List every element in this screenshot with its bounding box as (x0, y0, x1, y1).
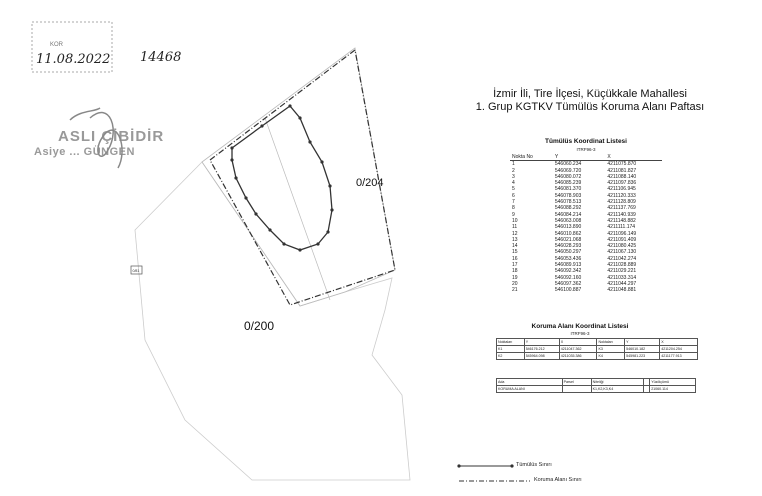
table-header-cell: X (660, 339, 698, 346)
table-cell: 546088.292 (554, 205, 582, 212)
table-cell: 1 (512, 161, 515, 168)
parcel-204-label: 0/204 (356, 177, 384, 189)
table-cell: 4211033.314 (607, 274, 637, 281)
table-cell: 546013.890 (554, 224, 582, 231)
tumulus-points (230, 104, 333, 251)
table-header-cell: Noktaları (597, 339, 625, 346)
table-cell: 20 (512, 280, 518, 287)
table-header-cell: Noktaları (497, 339, 525, 346)
table-cell: 546081.370 (554, 186, 582, 193)
table-cell: 546080.072 (554, 173, 582, 180)
table-header-cell: X (559, 339, 597, 346)
stamp-date: 11.08.2022 (36, 52, 111, 67)
table-cell: 546028.293 (554, 243, 582, 250)
table-cell: 4211048.881 (607, 287, 637, 294)
table-header-cell: Yüzölçümü (650, 379, 696, 386)
signature-subname: Asiye ... GÜNGEN (34, 146, 135, 158)
table-cell (562, 386, 591, 393)
table-cell: K3 (597, 346, 625, 353)
table-cell: 4 (512, 180, 515, 187)
table-cell: 546097.362 (554, 280, 582, 287)
table-cell: 4211044.297 (607, 280, 637, 287)
table-cell: 546078.513 (554, 199, 582, 206)
table-cell: 4211047.362 (559, 346, 597, 353)
small-parcel-label: 0/81 (132, 269, 140, 273)
table-header-cell (643, 379, 650, 386)
table-cell: 21060.114 (650, 386, 696, 393)
table-cell: 2 (512, 167, 515, 174)
table-cell: 546092.160 (554, 274, 582, 281)
table-cell: 4211111.174 (607, 224, 636, 231)
table-cell: 546021.068 (554, 236, 582, 243)
summary-table (496, 378, 696, 393)
title-line-2: 1. Grup KGTKV Tümülüs Koruma Alanı Paftası (475, 101, 705, 113)
table-cell: 4211137.769 (607, 205, 636, 212)
table-cell: 6 (512, 192, 515, 199)
table-cell: 546010.862 (554, 230, 582, 237)
stamp-small-label: KOR (50, 42, 64, 48)
table-cell (643, 386, 650, 393)
signature-name: ASLI ÇİBİDİR (58, 128, 165, 145)
table-cell: 4211028.889 (607, 262, 637, 269)
table-cell: 14 (512, 243, 518, 250)
table-cell: 11 (512, 224, 518, 231)
parcel-200-label: 0/200 (244, 319, 275, 333)
table-cell: 4211204.254 (660, 346, 698, 353)
table-row (510, 287, 662, 293)
table-cell: 4211029.221 (607, 268, 637, 275)
table-cell: 4211128.809 (607, 199, 636, 206)
table-cell: 546078.903 (554, 192, 582, 199)
table-cell: 4211075.870 (607, 161, 637, 168)
stamp-frame (32, 22, 112, 72)
table-header-cell: Nokta No (510, 154, 553, 161)
tumulus-table-subcaption: ITRF96-3 (576, 147, 596, 152)
table-cell: 5 (512, 186, 515, 193)
table-header-cell: Ada (497, 379, 563, 386)
legend-tumulus-label: Tümülüs Sınırı (516, 462, 552, 468)
table-cell: 4211140.939 (607, 211, 636, 218)
table-cell: 546060.234 (554, 161, 582, 168)
koruma-table-caption: Koruma Alanı Koordinat Listesi (531, 323, 629, 330)
table-cell: 546092.342 (554, 268, 582, 275)
table-cell: K4 (597, 353, 625, 360)
table-cell: 15 (512, 249, 518, 256)
table-cell: 546089.913 (554, 262, 582, 269)
table-cell: 21 (512, 287, 518, 294)
table-cell: 4211081.827 (607, 167, 637, 174)
table-cell: 546053.436 (554, 255, 582, 262)
table-cell: 546100.887 (554, 287, 582, 294)
table-cell: KORUMA ALANI (497, 386, 563, 393)
table-cell: 19 (512, 274, 518, 281)
table-cell: 3 (512, 173, 515, 180)
table-header-cell: Y (524, 339, 559, 346)
table-cell: 4211177.913 (660, 353, 698, 360)
table-row (497, 353, 698, 360)
table-cell: 545964.098 (524, 353, 559, 360)
table-cell: 4211097.836 (607, 180, 637, 187)
table-cell: 8 (512, 205, 515, 212)
table-cell: 12 (512, 230, 518, 237)
tumulus-coordinate-table (510, 154, 662, 294)
table-cell: 546085.239 (554, 180, 582, 187)
tumulus-table-caption: Tümülüs Koordinat Listesi (545, 138, 627, 145)
signature-scribble (70, 108, 122, 168)
table-cell: 4211042.274 (607, 255, 637, 262)
table-cell: 546010.182 (625, 346, 660, 353)
table-row (497, 346, 698, 353)
table-cell: 4211088.140 (607, 173, 637, 180)
parcel-divider (265, 118, 330, 300)
koruma-coordinate-table (496, 338, 698, 360)
table-cell: 546069.720 (554, 167, 582, 174)
table-row (497, 386, 696, 393)
table-header-cell: Parsel (562, 379, 591, 386)
table-header-cell: Y (625, 339, 660, 346)
table-cell: 7 (512, 199, 515, 206)
table-row (510, 161, 662, 168)
table-cell: 4211035.386 (559, 353, 597, 360)
table-header-cell: X (605, 154, 662, 161)
table-cell: 546050.297 (554, 249, 582, 256)
title-line-1: İzmir İli, Tire İlçesi, Küçükkale Mahallesi (493, 88, 687, 100)
table-cell: 16 (512, 255, 518, 262)
table-cell: 546063.008 (554, 217, 582, 224)
table-cell: 4211148.882 (607, 217, 636, 224)
table-cell: 9 (512, 211, 515, 218)
table-cell: 17 (512, 262, 518, 269)
table-cell: 4211067.130 (607, 249, 637, 256)
table-cell: 4211106.945 (607, 186, 636, 193)
table-cell: K2 (497, 353, 525, 360)
table-cell: 13 (512, 236, 518, 243)
table-cell: 546176.212 (524, 346, 559, 353)
table-header-cell: Y (553, 154, 605, 161)
table-cell: 4211091.409 (607, 236, 637, 243)
table-cell: 4211096.149 (607, 230, 637, 237)
table-cell: 18 (512, 268, 518, 275)
table-cell: 4211080.425 (607, 243, 637, 250)
stamp-number: 14468 (140, 50, 182, 65)
table-cell: 4211120.333 (607, 192, 636, 199)
table-cell: 546084.214 (554, 211, 582, 218)
table-cell: K1,K2,K3,K4 (591, 386, 643, 393)
table-cell: K1 (497, 346, 525, 353)
table-header-cell: Niteliği (591, 379, 643, 386)
koruma-table-subcaption: ITRF96-3 (570, 331, 590, 336)
table-cell: 10 (512, 217, 518, 224)
legend-koruma-label: Koruma Alanı Sınırı (534, 477, 582, 483)
table-cell: 545981.223 (625, 353, 660, 360)
